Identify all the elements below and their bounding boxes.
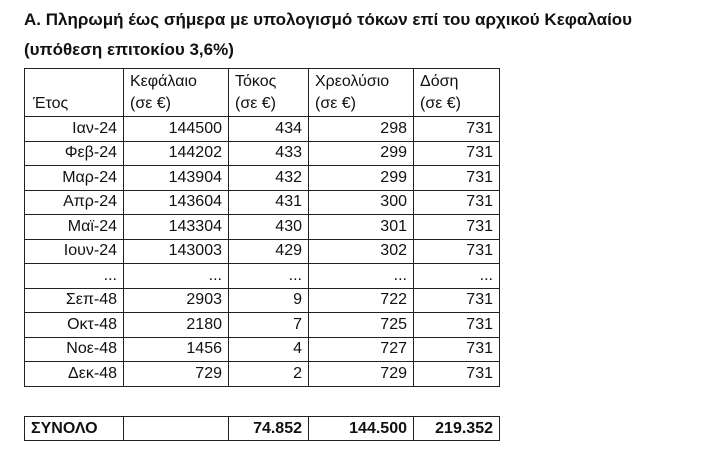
cell-interest: 9 [229, 288, 309, 313]
cell-principal: 722 [309, 288, 414, 313]
table-row [25, 166, 500, 191]
page-subtitle: (υπόθεση επιτοκίου 3,6%) [24, 40, 234, 59]
totals-capital [124, 417, 229, 441]
cell-interest: 430 [229, 215, 309, 240]
cell-principal: ... [309, 264, 414, 289]
cell-interest: 7 [229, 313, 309, 338]
header-year-line2: Έτος [33, 95, 69, 112]
cell-principal: 727 [309, 337, 414, 362]
cell-year: Οκτ-48 [25, 313, 124, 338]
table-row [25, 362, 500, 387]
cell-capital: 729 [124, 362, 229, 387]
cell-year: Νοε-48 [25, 337, 124, 362]
cell-year: Μαρ-24 [25, 166, 124, 191]
table-row [25, 288, 500, 313]
cell-installment: 731 [414, 239, 500, 264]
cell-principal: 300 [309, 190, 414, 215]
cell-principal: 729 [309, 362, 414, 387]
cell-principal: 302 [309, 239, 414, 264]
cell-installment: 731 [414, 117, 500, 142]
cell-capital: 143003 [124, 239, 229, 264]
cell-installment: 731 [414, 166, 500, 191]
header-principal-line2: (σε €) [315, 95, 357, 112]
cell-principal: 301 [309, 215, 414, 240]
totals-principal: 144.500 [309, 417, 414, 441]
cell-interest: 431 [229, 190, 309, 215]
cell-installment: 731 [414, 288, 500, 313]
table-row [25, 190, 500, 215]
cell-interest: 432 [229, 166, 309, 191]
cell-installment: 731 [414, 337, 500, 362]
table-row [25, 239, 500, 264]
header-capital [124, 69, 229, 117]
cell-capital: 2903 [124, 288, 229, 313]
cell-installment: 731 [414, 215, 500, 240]
header-installment-line2: (σε €) [420, 95, 462, 112]
payment-schedule-table [24, 68, 500, 387]
cell-installment: 731 [414, 313, 500, 338]
cell-interest: 434 [229, 117, 309, 142]
cell-principal: 299 [309, 166, 414, 191]
table-row-ellipsis [25, 264, 500, 289]
page-title: A. Πληρωμή έως σήμερα με υπολογισμό τόκων επί του αρχικού Κεφαλαίου [24, 10, 633, 29]
cell-capital: 144500 [124, 117, 229, 142]
cell-installment: ... [414, 264, 500, 289]
cell-principal: 298 [309, 117, 414, 142]
cell-year: Απρ-24 [25, 190, 124, 215]
cell-interest: 2 [229, 362, 309, 387]
totals-table [24, 416, 500, 441]
cell-interest: 4 [229, 337, 309, 362]
totals-row [25, 417, 500, 441]
table-header-row [25, 69, 500, 117]
cell-capital: ... [124, 264, 229, 289]
header-interest-line2: (σε €) [235, 95, 277, 112]
cell-capital: 2180 [124, 313, 229, 338]
cell-capital: 143604 [124, 190, 229, 215]
cell-year: ... [25, 264, 124, 289]
cell-year: Ιαν-24 [25, 117, 124, 142]
header-capital-line2: (σε €) [130, 95, 172, 112]
table-row [25, 313, 500, 338]
cell-principal: 725 [309, 313, 414, 338]
cell-year: Ιουν-24 [25, 239, 124, 264]
cell-interest: 433 [229, 141, 309, 166]
cell-year: Δεκ-48 [25, 362, 124, 387]
cell-installment: 731 [414, 362, 500, 387]
totals-installment: 219.352 [414, 417, 500, 441]
cell-installment: 731 [414, 190, 500, 215]
cell-capital: 1456 [124, 337, 229, 362]
table-row [25, 141, 500, 166]
table-row [25, 337, 500, 362]
cell-interest: 429 [229, 239, 309, 264]
header-capital-line1: Κεφάλαιο [130, 73, 197, 90]
header-installment [414, 69, 500, 117]
cell-year: Μαϊ-24 [25, 215, 124, 240]
cell-principal: 299 [309, 141, 414, 166]
header-interest-line1: Τόκος [235, 73, 277, 90]
cell-capital: 143904 [124, 166, 229, 191]
cell-capital: 143304 [124, 215, 229, 240]
cell-installment: 731 [414, 141, 500, 166]
header-installment-line1: Δόση [420, 73, 459, 90]
header-principal-line1: Χρεολύσιο [315, 73, 390, 90]
totals-interest: 74.852 [229, 417, 309, 441]
totals-label: ΣΥΝΟΛΟ [25, 417, 124, 441]
header-year [25, 69, 124, 117]
table-row [25, 215, 500, 240]
header-principal [309, 69, 414, 117]
cell-year: Φεβ-24 [25, 141, 124, 166]
cell-capital: 144202 [124, 141, 229, 166]
header-interest [229, 69, 309, 117]
cell-interest: ... [229, 264, 309, 289]
table-row [25, 117, 500, 142]
cell-year: Σεπ-48 [25, 288, 124, 313]
